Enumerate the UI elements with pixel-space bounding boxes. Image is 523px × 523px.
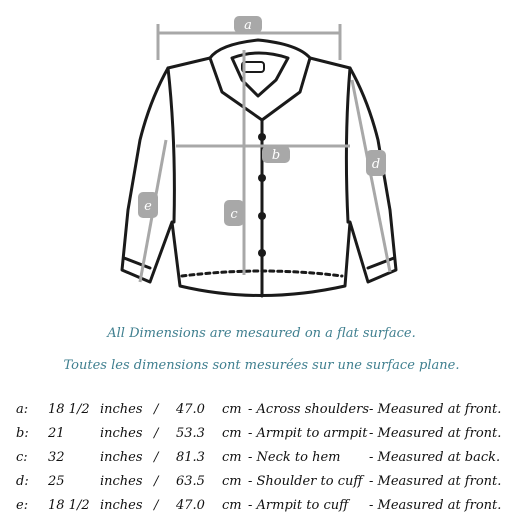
measurement-description: - Across shoulders [248, 401, 370, 417]
measurement-inches: 32 [48, 449, 65, 465]
measurement-cm: 81.3 [176, 449, 205, 465]
measurement-note: - Measured at front. [369, 497, 502, 513]
measurement-note: - Measured at back. [369, 449, 501, 465]
measurement-cm: 63.5 [176, 473, 205, 489]
measurement-inch-unit: inches [100, 425, 143, 441]
measurement-separator: / [154, 473, 159, 489]
measurements-table [16, 397, 501, 517]
label-b [262, 146, 290, 163]
label-e [138, 192, 158, 218]
measurement-description: - Armpit to armpit [248, 425, 368, 441]
measurement-inch-unit: inches [100, 401, 143, 417]
label-a-text: a [244, 18, 252, 33]
button-4 [258, 249, 266, 257]
button-3 [258, 212, 266, 220]
measurement-description: - Shoulder to cuff [248, 473, 363, 489]
measurement-cm-unit: cm [222, 473, 242, 489]
measurement-separator: / [154, 425, 159, 441]
measurement-key: b: [16, 425, 29, 441]
measurement-description: - Armpit to cuff [248, 497, 349, 513]
label-b-text: b [271, 148, 281, 163]
measurement-row [16, 397, 501, 421]
measurement-cm-unit: cm [222, 401, 242, 417]
label-c [224, 200, 244, 226]
measurement-cm: 53.3 [176, 425, 205, 441]
measurement-note: - Measured at front. [369, 473, 502, 489]
measurement-inches: 25 [48, 473, 65, 489]
measurement-cm: 47.0 [176, 401, 205, 417]
measurement-inch-unit: inches [100, 497, 143, 513]
measurement-note: - Measured at front. [369, 425, 502, 441]
label-d-text: d [371, 157, 381, 172]
measurement-note: - Measured at front. [369, 401, 502, 417]
measurement-separator: / [154, 497, 159, 513]
button-2 [258, 174, 266, 182]
measurement-inches: 21 [48, 425, 65, 441]
label-d [366, 150, 386, 176]
measurement-row [16, 421, 501, 445]
measurement-key: d: [16, 473, 29, 489]
measurement-key: c: [16, 449, 28, 465]
measurement-inches: 18 1/2 [48, 497, 90, 513]
measurement-cm: 47.0 [176, 497, 205, 513]
measurement-separator: / [154, 449, 159, 465]
measurement-row [16, 493, 501, 517]
label-a [234, 16, 262, 33]
caption-english: All Dimensions are mesaured on a flat surface. [107, 326, 416, 341]
collar-inner [232, 53, 288, 96]
measurement-description: - Neck to hem [248, 449, 341, 465]
measurement-inch-unit: inches [100, 449, 143, 465]
measurement-key: a: [16, 401, 29, 417]
button-1 [258, 133, 266, 141]
measurement-cm-unit: cm [222, 425, 242, 441]
left-cuff [124, 258, 150, 268]
measurement-key: e: [16, 497, 29, 513]
measurement-cm-unit: cm [222, 497, 242, 513]
measurement-inch-unit: inches [100, 473, 143, 489]
measurement-cm-unit: cm [222, 449, 242, 465]
caption-french: Toutes les dimensions sont mesurées sur une surface plane. [63, 358, 460, 373]
measurement-row [16, 445, 501, 469]
measurement-inches: 18 1/2 [48, 401, 90, 417]
jacket-outline [122, 40, 396, 296]
measurement-row [16, 469, 501, 493]
measurement-separator: / [154, 401, 159, 417]
label-e-text: e [144, 199, 152, 214]
label-c-text: c [230, 207, 238, 222]
left-sleeve-seam [168, 68, 174, 222]
